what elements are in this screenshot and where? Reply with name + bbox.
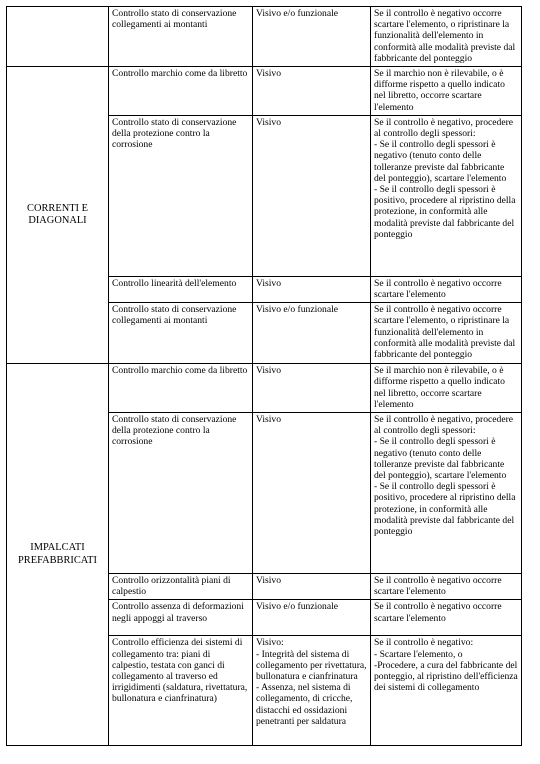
action-line: - Se il controllo degli spessori è negativo (tenuto conto delle tolleranze previste dal fabbricante del ponteggio), scartare l'elemento <box>374 139 507 184</box>
type-line: - Integrità del sistema di collegamento per rivettatura, bullonatura e cianfrinatura <box>256 648 367 683</box>
check-cell: Controllo assenza di deformazioni negli appoggi al traverso <box>109 600 253 636</box>
type-cell: Visivo <box>253 574 371 600</box>
check-cell: Controllo orizzontalità piani di calpestio <box>109 574 253 600</box>
action-cell <box>371 413 522 574</box>
action-line: -Procedere, a cura del fabbricante del ponteggio, al ripristino dell'efficienza dei sistemi di collegamento <box>374 659 518 694</box>
table-row <box>7 67 522 116</box>
table-row <box>7 364 522 413</box>
action-line: Se il controllo è negativo, procedere al controllo degli spessori: <box>374 116 514 140</box>
group-label: IMPALCATI PREFABBRICATI <box>7 364 109 746</box>
check-cell: Controllo marchio come da libretto <box>109 364 253 413</box>
check-cell: Controllo efficienza dei sistemi di collegamento tra: piani di calpestio, testata con ganci di collegamento al traverso ed irrigidimenti (saldatura, rivettatura, bullonatura e cianfrinatura) <box>109 636 253 746</box>
type-line: Visivo: <box>256 637 284 649</box>
check-cell: Controllo stato di conservazione collegamenti ai montanti <box>109 303 253 364</box>
action-cell <box>371 115 522 276</box>
action-cell: Se il marchio non è rilevabile, o è difforme rispetto a quello indicato nel libretto, occorre scartare l'elemento <box>371 67 522 116</box>
group-label: CORRENTI E DIAGONALI <box>7 67 109 364</box>
check-cell: Controllo stato di conservazione della protezione contro la corrosione <box>109 115 253 276</box>
type-cell: Visivo <box>253 115 371 276</box>
document-page <box>6 6 521 746</box>
inspection-table <box>6 6 522 746</box>
type-cell: Visivo <box>253 413 371 574</box>
type-cell <box>253 636 371 746</box>
action-cell: Se il controllo è negativo occorre scartare l'elemento, o ripristinare la funzionalità dell'elemento in conformità alle modalità previste dal fabbricante del ponteggio <box>371 7 522 67</box>
table-row <box>7 7 522 67</box>
action-cell: Se il controllo è negativo occorre scartare l'elemento <box>371 276 522 302</box>
action-line: Se il controllo è negativo, procedere al controllo degli spessori: <box>374 414 514 437</box>
action-cell: Se il controllo è negativo occorre scartare l'elemento <box>371 600 522 636</box>
action-line: - Se il controllo degli spessori è positivo, procedere al ripristino della protezione, in conformità alle modalità previste dal fabbricante del ponteggio <box>374 481 516 538</box>
action-cell: Se il controllo è negativo occorre scartare l'elemento <box>371 574 522 600</box>
action-cell: Se il controllo è negativo occorre scartare l'elemento, o ripristinare la funzionalità dell'elemento in conformità alle modalità previste dal fabbricante del ponteggio <box>371 303 522 364</box>
type-line: - Assenza, nel sistema di collegamento, di cricche, distacchi ed ossidazioni penetranti per saldatura <box>256 682 353 727</box>
type-cell: Visivo <box>253 276 371 302</box>
type-cell: Visivo e/o funzionale <box>253 600 371 636</box>
action-line: - Scartare l'elemento, o <box>374 648 463 660</box>
type-cell: Visivo <box>253 364 371 413</box>
group-cell-empty <box>7 7 109 67</box>
action-cell <box>371 636 522 746</box>
action-line: - Se il controllo degli spessori è positivo, procedere al ripristino della protezione, in conformità alle modalità previste dal fabbricante del ponteggio <box>374 184 516 240</box>
action-line: - Se il controllo degli spessori è negativo (tenuto conto delle tolleranze previste dal fabbricante del ponteggio), scartare l'elemento <box>374 436 507 482</box>
action-line: Se il controllo è negativo: <box>374 637 474 649</box>
type-cell: Visivo <box>253 67 371 116</box>
check-cell: Controllo stato di conservazione collegamenti ai montanti <box>109 7 253 67</box>
check-cell: Controllo linearità dell'elemento <box>109 276 253 302</box>
check-cell: Controllo stato di conservazione della protezione contro la corrosione <box>109 413 253 574</box>
type-cell: Visivo e/o funzionale <box>253 303 371 364</box>
type-cell: Visivo e/o funzionale <box>253 7 371 67</box>
action-cell: Se il marchio non è rilevabile, o è difforme rispetto a quello indicato nel libretto, occorre scartare l'elemento <box>371 364 522 413</box>
check-cell: Controllo marchio come da libretto <box>109 67 253 116</box>
